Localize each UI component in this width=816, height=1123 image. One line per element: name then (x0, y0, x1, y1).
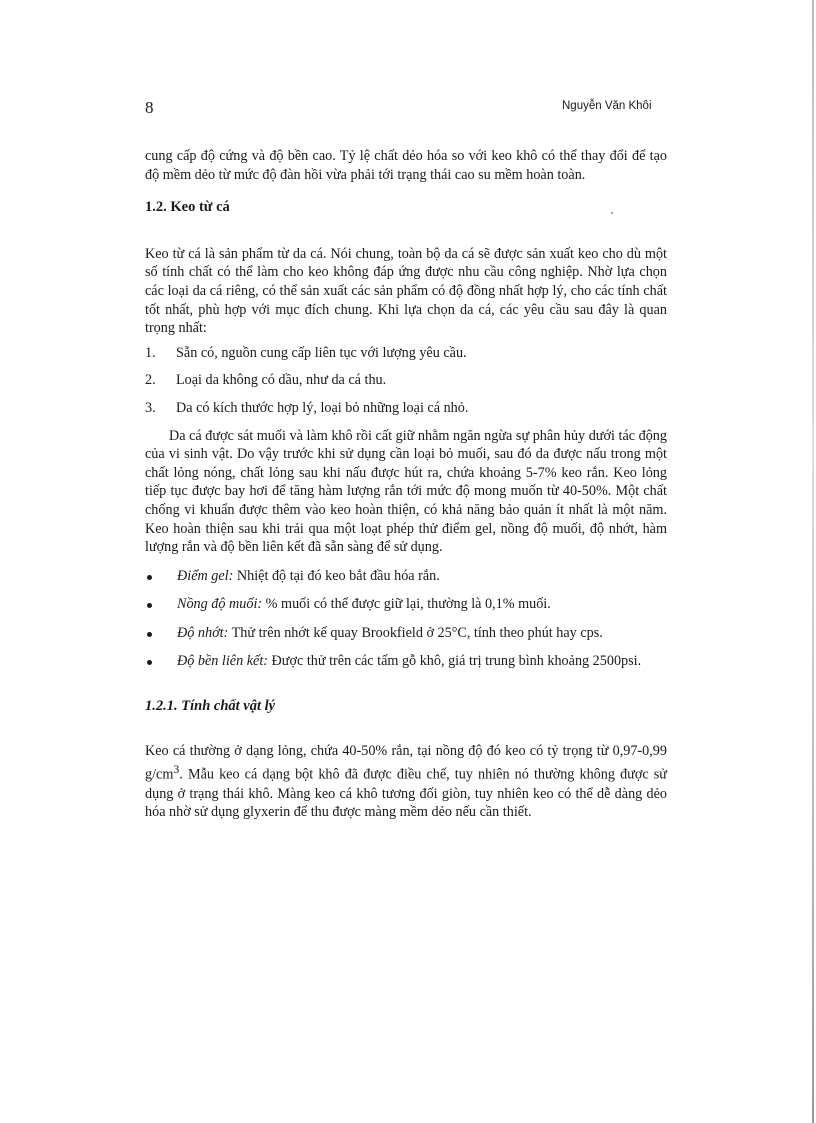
subsection-text-1: Keo cá thường ở dạng lỏng, chứa 40-50% rắn, tại nồng độ đó keo có tỷ trọng từ 0,97-0,99 g/cm (145, 742, 667, 783)
list-item (145, 567, 667, 586)
list-text: Loại da không có dầu, như da cá thu. (176, 372, 387, 389)
bullet-icon (147, 575, 152, 580)
list-item (145, 595, 667, 614)
section-heading: 1.2. Keo từ cá (145, 199, 230, 216)
subsection-paragraph (145, 742, 667, 822)
list-item (145, 652, 667, 671)
page-body (145, 147, 667, 822)
subsection-heading: 1.2.1. Tính chất vật lý (145, 698, 276, 715)
test-description: Thử trên nhớt kế quay Brookfield ở 25°C, tính theo phút hay cps. (228, 624, 603, 641)
bullet-icon (147, 660, 152, 665)
test-description: Được thử trên các tấm gỗ khô, giá trị trung bình khoảng 2500psi. (268, 653, 642, 670)
list-number: 1. (145, 344, 156, 361)
list-number: 2. (145, 372, 156, 389)
scan-edge (812, 0, 814, 1123)
section-paragraph-2: Da cá được sát muối và làm khô rồi cất giữ nhằm ngăn ngừa sự phân hủy dưới tác động của vi sinh vật. Do vậy trước khi sử dụng cần loại bỏ muối, sau đó da được nấu trong một chất lỏng nóng, chất lỏng sau khi nấu được hút ra, chứa khoảng 5-7% keo rắn. Keo lỏng tiếp tục được bay hơi để tăng hàm lượng rắn tới mức độ mong muốn từ 40-50%. Một chất chống vi khuẩn được thêm vào keo hoàn thiện, có khả năng bảo quản ít nhất là một năm. Keo hoàn thiện sau khi trải qua một loạt phép thử điểm gel, nồng độ muối, độ nhớt, hàm lượng rắn và độ bền liên kết đã sẵn sàng để sử dụng. (145, 427, 667, 556)
subsection-text-2: . Mẫu keo cá dạng bột khô đã được điều chế, tuy nhiên nó thường không được sử dụng ở trạng thái khô. Màng keo cá khô tương đối giòn, tuy nhiên keo có thể dễ dàng dẻo hóa nhờ sử dụng glyxerin để thu được màng mềm dẻo nếu cần thiết. (145, 766, 667, 821)
list-item (145, 371, 667, 390)
bullet-icon (147, 632, 152, 637)
list-item (145, 399, 667, 418)
test-term: Điểm gel: (177, 567, 234, 584)
running-header-author: Nguyễn Văn Khôi (562, 100, 652, 112)
section-paragraph-1: Keo từ cá là sản phẩm từ da cá. Nói chung, toàn bộ da cá sẽ được sản xuất keo cho dù một số tính chất có thể làm cho keo không đáp ứng được nhu cầu công nghiệp. Nhờ lựa chọn các loại da cá riêng, có thể sản xuất các sản phẩm có độ đồng nhất hợp lý, cho các tính chất tốt nhất, phù hợp với mục đích chung. Khi lựa chọn da cá, các yêu cầu sau đây là quan trọng nhất: (145, 245, 667, 337)
list-item (145, 624, 667, 643)
test-description: % muối có thể được giữ lại, thường là 0,1% muối. (262, 596, 551, 613)
list-item (145, 344, 667, 363)
list-text: Sẵn có, nguồn cung cấp liên tục với lượng yêu cầu. (176, 344, 467, 361)
test-description: Nhiệt độ tại đó keo bắt đầu hóa rắn. (233, 567, 440, 584)
superscript: 3 (173, 762, 180, 777)
tests-list (145, 567, 667, 671)
test-term: Nồng độ muối: (177, 596, 263, 613)
test-term: Độ nhớt: (177, 624, 229, 641)
page-number: 8 (145, 98, 154, 117)
test-term: Độ bền liên kết: (177, 653, 268, 670)
intro-paragraph: cung cấp độ cứng và độ bền cao. Tỷ lệ chất dẻo hóa so với keo khô có thể thay đổi để tạo độ mềm dẻo từ mức độ đàn hồi vừa phải tới trạng thái cao su mềm hoàn toàn. (145, 148, 667, 183)
list-text: Da có kích thước hợp lý, loại bỏ những loại cá nhỏ. (176, 399, 469, 416)
list-number: 3. (145, 399, 156, 416)
requirements-list (145, 344, 667, 418)
bullet-icon (147, 603, 152, 608)
